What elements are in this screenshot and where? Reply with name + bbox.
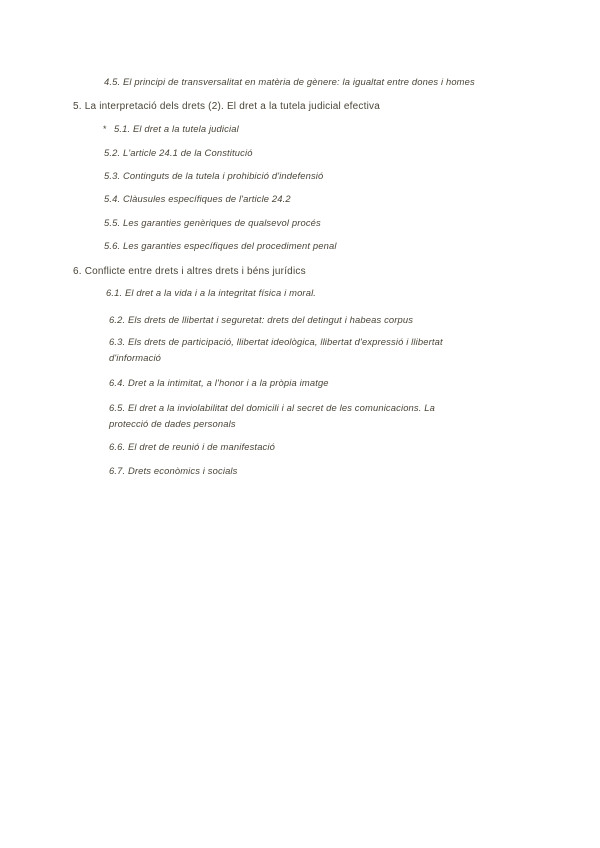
outline-item-5-3: 5.3. Continguts de la tutela i prohibició d'indefensió bbox=[104, 170, 324, 181]
outline-item-4-5: 4.5. El principi de transversalitat en matèria de gènere: la igualtat entre dones i homes bbox=[104, 76, 475, 87]
outline-item-5-2: 5.2. L'article 24.1 de la Constitució bbox=[104, 147, 253, 158]
outline-item-6-3-cont: d'informació bbox=[109, 352, 162, 363]
section-5-title: 5. La interpretació dels drets (2). El dret a la tutela judicial efectiva bbox=[73, 101, 380, 112]
outline-item-6-1: 6.1. El dret a la vida i a la integritat física i moral. bbox=[106, 287, 317, 298]
outline-item-6-4: 6.4. Dret a la intimitat, a l'honor i a la pròpia imatge bbox=[109, 377, 329, 388]
bullet-marker: * bbox=[103, 124, 107, 134]
outline-item-6-7: 6.7. Drets econòmics i socials bbox=[109, 465, 238, 476]
outline-item-5-4: 5.4. Clàusules específiques de l'article 24.2 bbox=[104, 193, 291, 204]
outline-item-6-5-cont: protecció de dades personals bbox=[109, 418, 236, 429]
outline-item-6-6: 6.6. El dret de reunió i de manifestació bbox=[109, 441, 275, 452]
outline-item-5-6: 5.6. Les garanties específiques del procediment penal bbox=[104, 240, 337, 251]
section-6-title: 6. Conflicte entre drets i altres drets i béns jurídics bbox=[73, 266, 306, 277]
outline-item-6-2: 6.2. Els drets de llibertat i seguretat: drets del detingut i habeas corpus bbox=[109, 314, 414, 325]
outline-item-5-5: 5.5. Les garanties genèriques de qualsevol procés bbox=[104, 217, 321, 228]
outline-item-6-3: 6.3. Els drets de participació, llibertat ideològica, llibertat d'expressió i llibertat bbox=[109, 336, 443, 347]
outline-item-6-5: 6.5. El dret a la inviolabilitat del domicili i al secret de les comunicacions. La bbox=[109, 402, 435, 413]
outline-item-5-1: 5.1. El dret a la tutela judicial bbox=[114, 123, 239, 134]
